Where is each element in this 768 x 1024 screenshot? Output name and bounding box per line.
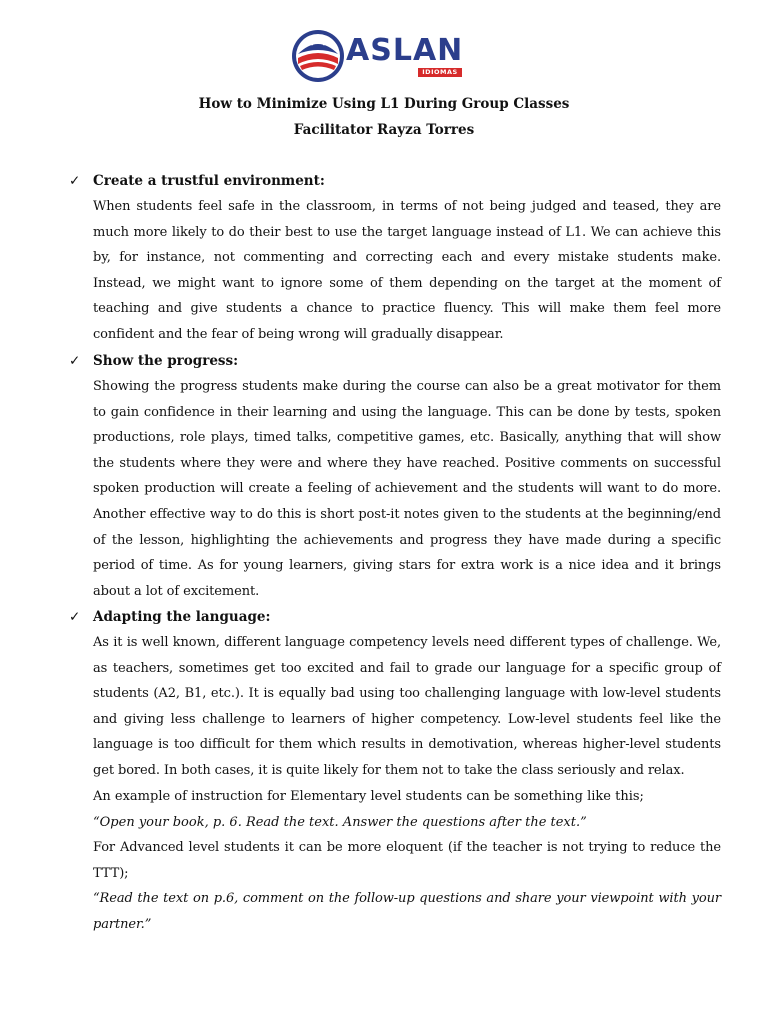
example-advanced: “Read the text on p.6, comment on the follow-up questions and share your viewpoint with your partner.”	[93, 891, 721, 932]
section-body: Showing the progress students make during the course can also be a great motivator for them to gain confidence in their learning and using the language. This can be done by tests, spoken productions, role plays, timed talks, competitive games, etc. Basically, anything that will show the students where they were and where they have reached. Positive comments on successful spoken production will create a feeling of achievement and the students will want to do more. Another effective way to do this is short post-it notes given to the students at the beginning/end of the lesson, highlighting the achievements and progress they have made during a specific period of time. As for young learners, giving stars for extra work is a nice idea and it brings about a lot of excitement.	[93, 379, 721, 599]
section-heading	[69, 608, 270, 626]
logo-sub: IDIOMAS	[418, 68, 462, 77]
logo-brand: ASLAN	[346, 33, 464, 68]
section-heading-label: Show the progress:	[93, 353, 239, 369]
example-intro: An example of instruction for Elementary level students can be something like this;	[93, 789, 644, 804]
checkmark-icon: ✓	[69, 353, 81, 369]
section-heading-label: Adapting the language:	[93, 609, 271, 625]
example-elementary: “Open your book, p. 6. Read the text. Answer the questions after the text.”	[93, 815, 587, 830]
document-title: How to Minimize Using L1 During Group Classes	[198, 96, 570, 112]
section-body: As it is well known, different language competency levels need different types of challenge. We, as teachers, sometimes get too excited and fail to grade our language for a specific group of students (A2, B1, etc.). It is equally bad using too challenging language with low-level students and giving less challenge to learners of higher competency. Low-level students feel like the language is too difficult for them which results in demotivation, whereas higher-level students get bored. In both cases, it is quite likely for them not to take the class seriously and relax.	[93, 635, 721, 778]
section-heading	[69, 352, 238, 370]
section-heading-label: Create a trustful environment:	[93, 173, 325, 189]
checkmark-icon: ✓	[69, 609, 81, 625]
aslan-logo	[290, 28, 470, 84]
checkmark-icon: ✓	[69, 173, 81, 189]
facilitator-line: Facilitator Rayza Torres	[293, 122, 475, 138]
section-body: When students feel safe in the classroom, in terms of not being judged and teased, they are much more likely to do their best to use the target language instead of L1. We can achieve this by, for instance, not commenting and correcting each and every mistake students make. Instead, we might want to ignore some of them depending on the target at the moment of teaching and give students a chance to practice fluency. This will make them feel more confident and the fear of being wrong will gradually disappear.	[93, 199, 721, 342]
section-heading	[69, 172, 325, 190]
globe-icon	[290, 28, 346, 84]
advanced-intro: For Advanced level students it can be more eloquent (if the teacher is not trying to reduce the TTT);	[93, 840, 721, 881]
